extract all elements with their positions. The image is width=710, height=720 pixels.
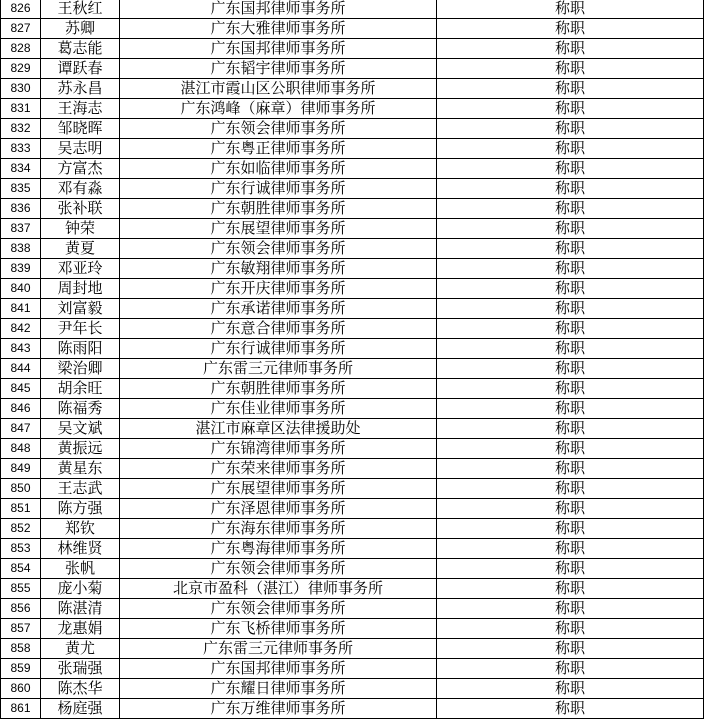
assessment-result-cell[interactable]: 称职: [437, 539, 704, 559]
row-number-cell[interactable]: 852: [1, 519, 41, 539]
table-row: [1, 439, 704, 459]
law-firm-cell[interactable]: 广东国邦律师事务所: [120, 659, 437, 679]
lawyer-name-cell[interactable]: 王海志: [41, 99, 120, 119]
row-number-cell[interactable]: 832: [1, 119, 41, 139]
law-firm-cell[interactable]: 广东万维律师事务所: [120, 699, 437, 719]
law-firm-cell[interactable]: 广东大雅律师事务所: [120, 19, 437, 39]
assessment-result-cell[interactable]: 称职: [437, 239, 704, 259]
table-row: [1, 19, 704, 39]
law-firm-cell[interactable]: 广东佳业律师事务所: [120, 399, 437, 419]
table-row: [1, 239, 704, 259]
table-row: [1, 459, 704, 479]
assessment-result-cell[interactable]: 称职: [437, 559, 704, 579]
table-row: [1, 499, 704, 519]
assessment-result-cell[interactable]: 称职: [437, 0, 704, 19]
assessment-result-cell[interactable]: 称职: [437, 199, 704, 219]
row-number-cell[interactable]: 858: [1, 639, 41, 659]
lawyer-name-cell[interactable]: 钟荣: [41, 219, 120, 239]
lawyer-name-cell[interactable]: 刘富毅: [41, 299, 120, 319]
table-row: [1, 219, 704, 239]
row-number-cell[interactable]: 840: [1, 279, 41, 299]
law-firm-cell[interactable]: 广东鸿峰（麻章）律师事务所: [120, 99, 437, 119]
table-row: [1, 619, 704, 639]
assessment-result-cell[interactable]: 称职: [437, 179, 704, 199]
table-row: [1, 699, 704, 719]
row-number-cell[interactable]: 848: [1, 439, 41, 459]
assessment-result-cell[interactable]: 称职: [437, 39, 704, 59]
lawyer-name-cell[interactable]: 黄夏: [41, 239, 120, 259]
assessment-result-cell[interactable]: 称职: [437, 59, 704, 79]
table-row: [1, 79, 704, 99]
lawyer-name-cell[interactable]: 邹晓晖: [41, 119, 120, 139]
lawyer-name-cell[interactable]: 龙惠娟: [41, 619, 120, 639]
row-number-cell[interactable]: 845: [1, 379, 41, 399]
row-number-cell[interactable]: 857: [1, 619, 41, 639]
assessment-result-cell[interactable]: 称职: [437, 619, 704, 639]
law-firm-cell[interactable]: 广东领会律师事务所: [120, 559, 437, 579]
row-number-cell[interactable]: 856: [1, 599, 41, 619]
lawyer-name-cell[interactable]: 葛志能: [41, 39, 120, 59]
row-number-cell[interactable]: 860: [1, 679, 41, 699]
assessment-result-cell[interactable]: 称职: [437, 119, 704, 139]
assessment-result-cell[interactable]: 称职: [437, 19, 704, 39]
assessment-result-cell[interactable]: 称职: [437, 639, 704, 659]
table-row: [1, 559, 704, 579]
lawyer-name-cell[interactable]: 陈雨阳: [41, 339, 120, 359]
row-number-cell[interactable]: 853: [1, 539, 41, 559]
law-firm-cell[interactable]: 广东领会律师事务所: [120, 119, 437, 139]
table-row: [1, 159, 704, 179]
table-row: [1, 519, 704, 539]
law-firm-cell[interactable]: 广东荣来律师事务所: [120, 459, 437, 479]
table-row: [1, 359, 704, 379]
row-number-cell[interactable]: 849: [1, 459, 41, 479]
row-number-cell[interactable]: 854: [1, 559, 41, 579]
assessment-result-cell[interactable]: 称职: [437, 99, 704, 119]
assessment-result-cell[interactable]: 称职: [437, 499, 704, 519]
lawyer-name-cell[interactable]: 梁治卿: [41, 359, 120, 379]
table-row: [1, 299, 704, 319]
row-number-cell[interactable]: 828: [1, 39, 41, 59]
row-number-cell[interactable]: 847: [1, 419, 41, 439]
lawyer-name-cell[interactable]: 张补联: [41, 199, 120, 219]
lawyer-name-cell[interactable]: 黄星东: [41, 459, 120, 479]
assessment-result-cell[interactable]: 称职: [437, 599, 704, 619]
row-number-cell[interactable]: 850: [1, 479, 41, 499]
table-row: [1, 179, 704, 199]
law-firm-cell[interactable]: 广东展望律师事务所: [120, 479, 437, 499]
assessment-result-cell[interactable]: 称职: [437, 659, 704, 679]
lawyer-name-cell[interactable]: 杨庭强: [41, 699, 120, 719]
row-number-cell[interactable]: 844: [1, 359, 41, 379]
row-number-cell[interactable]: 827: [1, 19, 41, 39]
assessment-result-cell[interactable]: 称职: [437, 519, 704, 539]
table-row: [1, 419, 704, 439]
row-number-cell[interactable]: 861: [1, 699, 41, 719]
law-firm-cell[interactable]: 湛江市麻章区法律援助处: [120, 419, 437, 439]
row-number-cell[interactable]: 826: [1, 0, 41, 19]
lawyer-name-cell[interactable]: 胡余旺: [41, 379, 120, 399]
row-number-cell[interactable]: 830: [1, 79, 41, 99]
law-firm-cell[interactable]: 广东海东律师事务所: [120, 519, 437, 539]
assessment-result-cell[interactable]: 称职: [437, 299, 704, 319]
lawyer-name-cell[interactable]: 林维贤: [41, 539, 120, 559]
table-body: [1, 0, 704, 719]
lawyer-name-cell[interactable]: 方富杰: [41, 159, 120, 179]
assessment-result-cell[interactable]: 称职: [437, 419, 704, 439]
law-firm-cell[interactable]: 广东国邦律师事务所: [120, 0, 437, 19]
lawyer-name-cell[interactable]: 陈杰华: [41, 679, 120, 699]
law-firm-cell[interactable]: 广东耀日律师事务所: [120, 679, 437, 699]
assessment-result-cell[interactable]: 称职: [437, 439, 704, 459]
lawyer-name-cell[interactable]: 周封地: [41, 279, 120, 299]
lawyer-name-cell[interactable]: 陈方强: [41, 499, 120, 519]
lawyer-name-cell[interactable]: 吴文斌: [41, 419, 120, 439]
law-firm-cell[interactable]: 广东承诺律师事务所: [120, 299, 437, 319]
lawyer-name-cell[interactable]: 郑钦: [41, 519, 120, 539]
law-firm-cell[interactable]: 广东粤海律师事务所: [120, 539, 437, 559]
law-firm-cell[interactable]: 广东泽恩律师事务所: [120, 499, 437, 519]
table-row: [1, 199, 704, 219]
row-number-cell[interactable]: 843: [1, 339, 41, 359]
table-row: [1, 139, 704, 159]
row-number-cell[interactable]: 829: [1, 59, 41, 79]
law-firm-cell[interactable]: 广东锦湾律师事务所: [120, 439, 437, 459]
law-firm-cell[interactable]: 广东领会律师事务所: [120, 599, 437, 619]
table-row: [1, 39, 704, 59]
assessment-result-cell[interactable]: 称职: [437, 399, 704, 419]
row-number-cell[interactable]: 833: [1, 139, 41, 159]
lawyer-name-cell[interactable]: 尹年长: [41, 319, 120, 339]
table-row: [1, 59, 704, 79]
row-number-cell[interactable]: 851: [1, 499, 41, 519]
lawyer-name-cell[interactable]: 吴志明: [41, 139, 120, 159]
lawyer-name-cell[interactable]: 庞小菊: [41, 579, 120, 599]
lawyer-name-cell[interactable]: 黄尤: [41, 639, 120, 659]
assessment-result-cell[interactable]: 称职: [437, 379, 704, 399]
law-firm-cell[interactable]: 湛江市霞山区公职律师事务所: [120, 79, 437, 99]
row-number-cell[interactable]: 838: [1, 239, 41, 259]
table-row: [1, 279, 704, 299]
assessment-result-cell[interactable]: 称职: [437, 259, 704, 279]
law-firm-cell[interactable]: 广东粤正律师事务所: [120, 139, 437, 159]
lawyer-name-cell[interactable]: 苏卿: [41, 19, 120, 39]
law-firm-cell[interactable]: 广东展望律师事务所: [120, 219, 437, 239]
assessment-result-cell[interactable]: 称职: [437, 139, 704, 159]
table-row: [1, 379, 704, 399]
row-number-cell[interactable]: 839: [1, 259, 41, 279]
lawyer-name-cell[interactable]: 王秋红: [41, 0, 120, 19]
table-row: [1, 399, 704, 419]
law-firm-cell[interactable]: 广东行诚律师事务所: [120, 339, 437, 359]
table-row: [1, 0, 704, 19]
assessment-result-cell[interactable]: 称职: [437, 479, 704, 499]
row-number-cell[interactable]: 846: [1, 399, 41, 419]
law-firm-cell[interactable]: 广东领会律师事务所: [120, 239, 437, 259]
row-number-cell[interactable]: 842: [1, 319, 41, 339]
assessment-result-cell[interactable]: 称职: [437, 459, 704, 479]
row-number-cell[interactable]: 837: [1, 219, 41, 239]
assessment-result-cell[interactable]: 称职: [437, 319, 704, 339]
law-firm-cell[interactable]: 北京市盈科（湛江）律师事务所: [120, 579, 437, 599]
assessment-result-cell[interactable]: 称职: [437, 159, 704, 179]
law-firm-cell[interactable]: 广东朝胜律师事务所: [120, 379, 437, 399]
law-firm-cell[interactable]: 广东开庆律师事务所: [120, 279, 437, 299]
table-row: [1, 539, 704, 559]
assessment-result-cell[interactable]: 称职: [437, 339, 704, 359]
lawyer-name-cell[interactable]: 张瑞强: [41, 659, 120, 679]
table-row: [1, 679, 704, 699]
table-row: [1, 319, 704, 339]
assessment-result-cell[interactable]: 称职: [437, 279, 704, 299]
law-firm-cell[interactable]: 广东如临律师事务所: [120, 159, 437, 179]
lawyer-name-cell[interactable]: 邓亚玲: [41, 259, 120, 279]
assessment-result-cell[interactable]: 称职: [437, 79, 704, 99]
lawyer-name-cell[interactable]: 陈湛清: [41, 599, 120, 619]
law-firm-cell[interactable]: 广东朝胜律师事务所: [120, 199, 437, 219]
row-number-cell[interactable]: 834: [1, 159, 41, 179]
row-number-cell[interactable]: 855: [1, 579, 41, 599]
table-row: [1, 99, 704, 119]
law-firm-cell[interactable]: 广东行诚律师事务所: [120, 179, 437, 199]
law-firm-cell[interactable]: 广东敏翔律师事务所: [120, 259, 437, 279]
row-number-cell[interactable]: 831: [1, 99, 41, 119]
table-row: [1, 579, 704, 599]
law-firm-cell[interactable]: 广东飞桥律师事务所: [120, 619, 437, 639]
lawyer-name-cell[interactable]: 陈福秀: [41, 399, 120, 419]
table-row: [1, 479, 704, 499]
law-firm-cell[interactable]: 广东雷三元律师事务所: [120, 639, 437, 659]
assessment-result-cell[interactable]: 称职: [437, 679, 704, 699]
assessment-result-cell[interactable]: 称职: [437, 579, 704, 599]
lawyer-name-cell[interactable]: 苏永昌: [41, 79, 120, 99]
law-firm-cell[interactable]: 广东国邦律师事务所: [120, 39, 437, 59]
lawyer-name-cell[interactable]: 王志武: [41, 479, 120, 499]
table-row: [1, 259, 704, 279]
lawyer-name-cell[interactable]: 黄振远: [41, 439, 120, 459]
law-firm-cell[interactable]: 广东意合律师事务所: [120, 319, 437, 339]
law-firm-cell[interactable]: 广东韬宇律师事务所: [120, 59, 437, 79]
table-row: [1, 119, 704, 139]
row-number-cell[interactable]: 841: [1, 299, 41, 319]
assessment-result-cell[interactable]: 称职: [437, 359, 704, 379]
lawyer-name-cell[interactable]: 谭跃春: [41, 59, 120, 79]
law-firm-cell[interactable]: 广东雷三元律师事务所: [120, 359, 437, 379]
row-number-cell[interactable]: 859: [1, 659, 41, 679]
row-number-cell[interactable]: 836: [1, 199, 41, 219]
table-row: [1, 639, 704, 659]
table-row: [1, 339, 704, 359]
assessment-result-cell[interactable]: 称职: [437, 219, 704, 239]
table-row: [1, 599, 704, 619]
table-row: [1, 659, 704, 679]
lawyer-name-cell[interactable]: 邓有淼: [41, 179, 120, 199]
assessment-result-cell[interactable]: 称职: [437, 699, 704, 719]
row-number-cell[interactable]: 835: [1, 179, 41, 199]
lawyer-name-cell[interactable]: 张帆: [41, 559, 120, 579]
